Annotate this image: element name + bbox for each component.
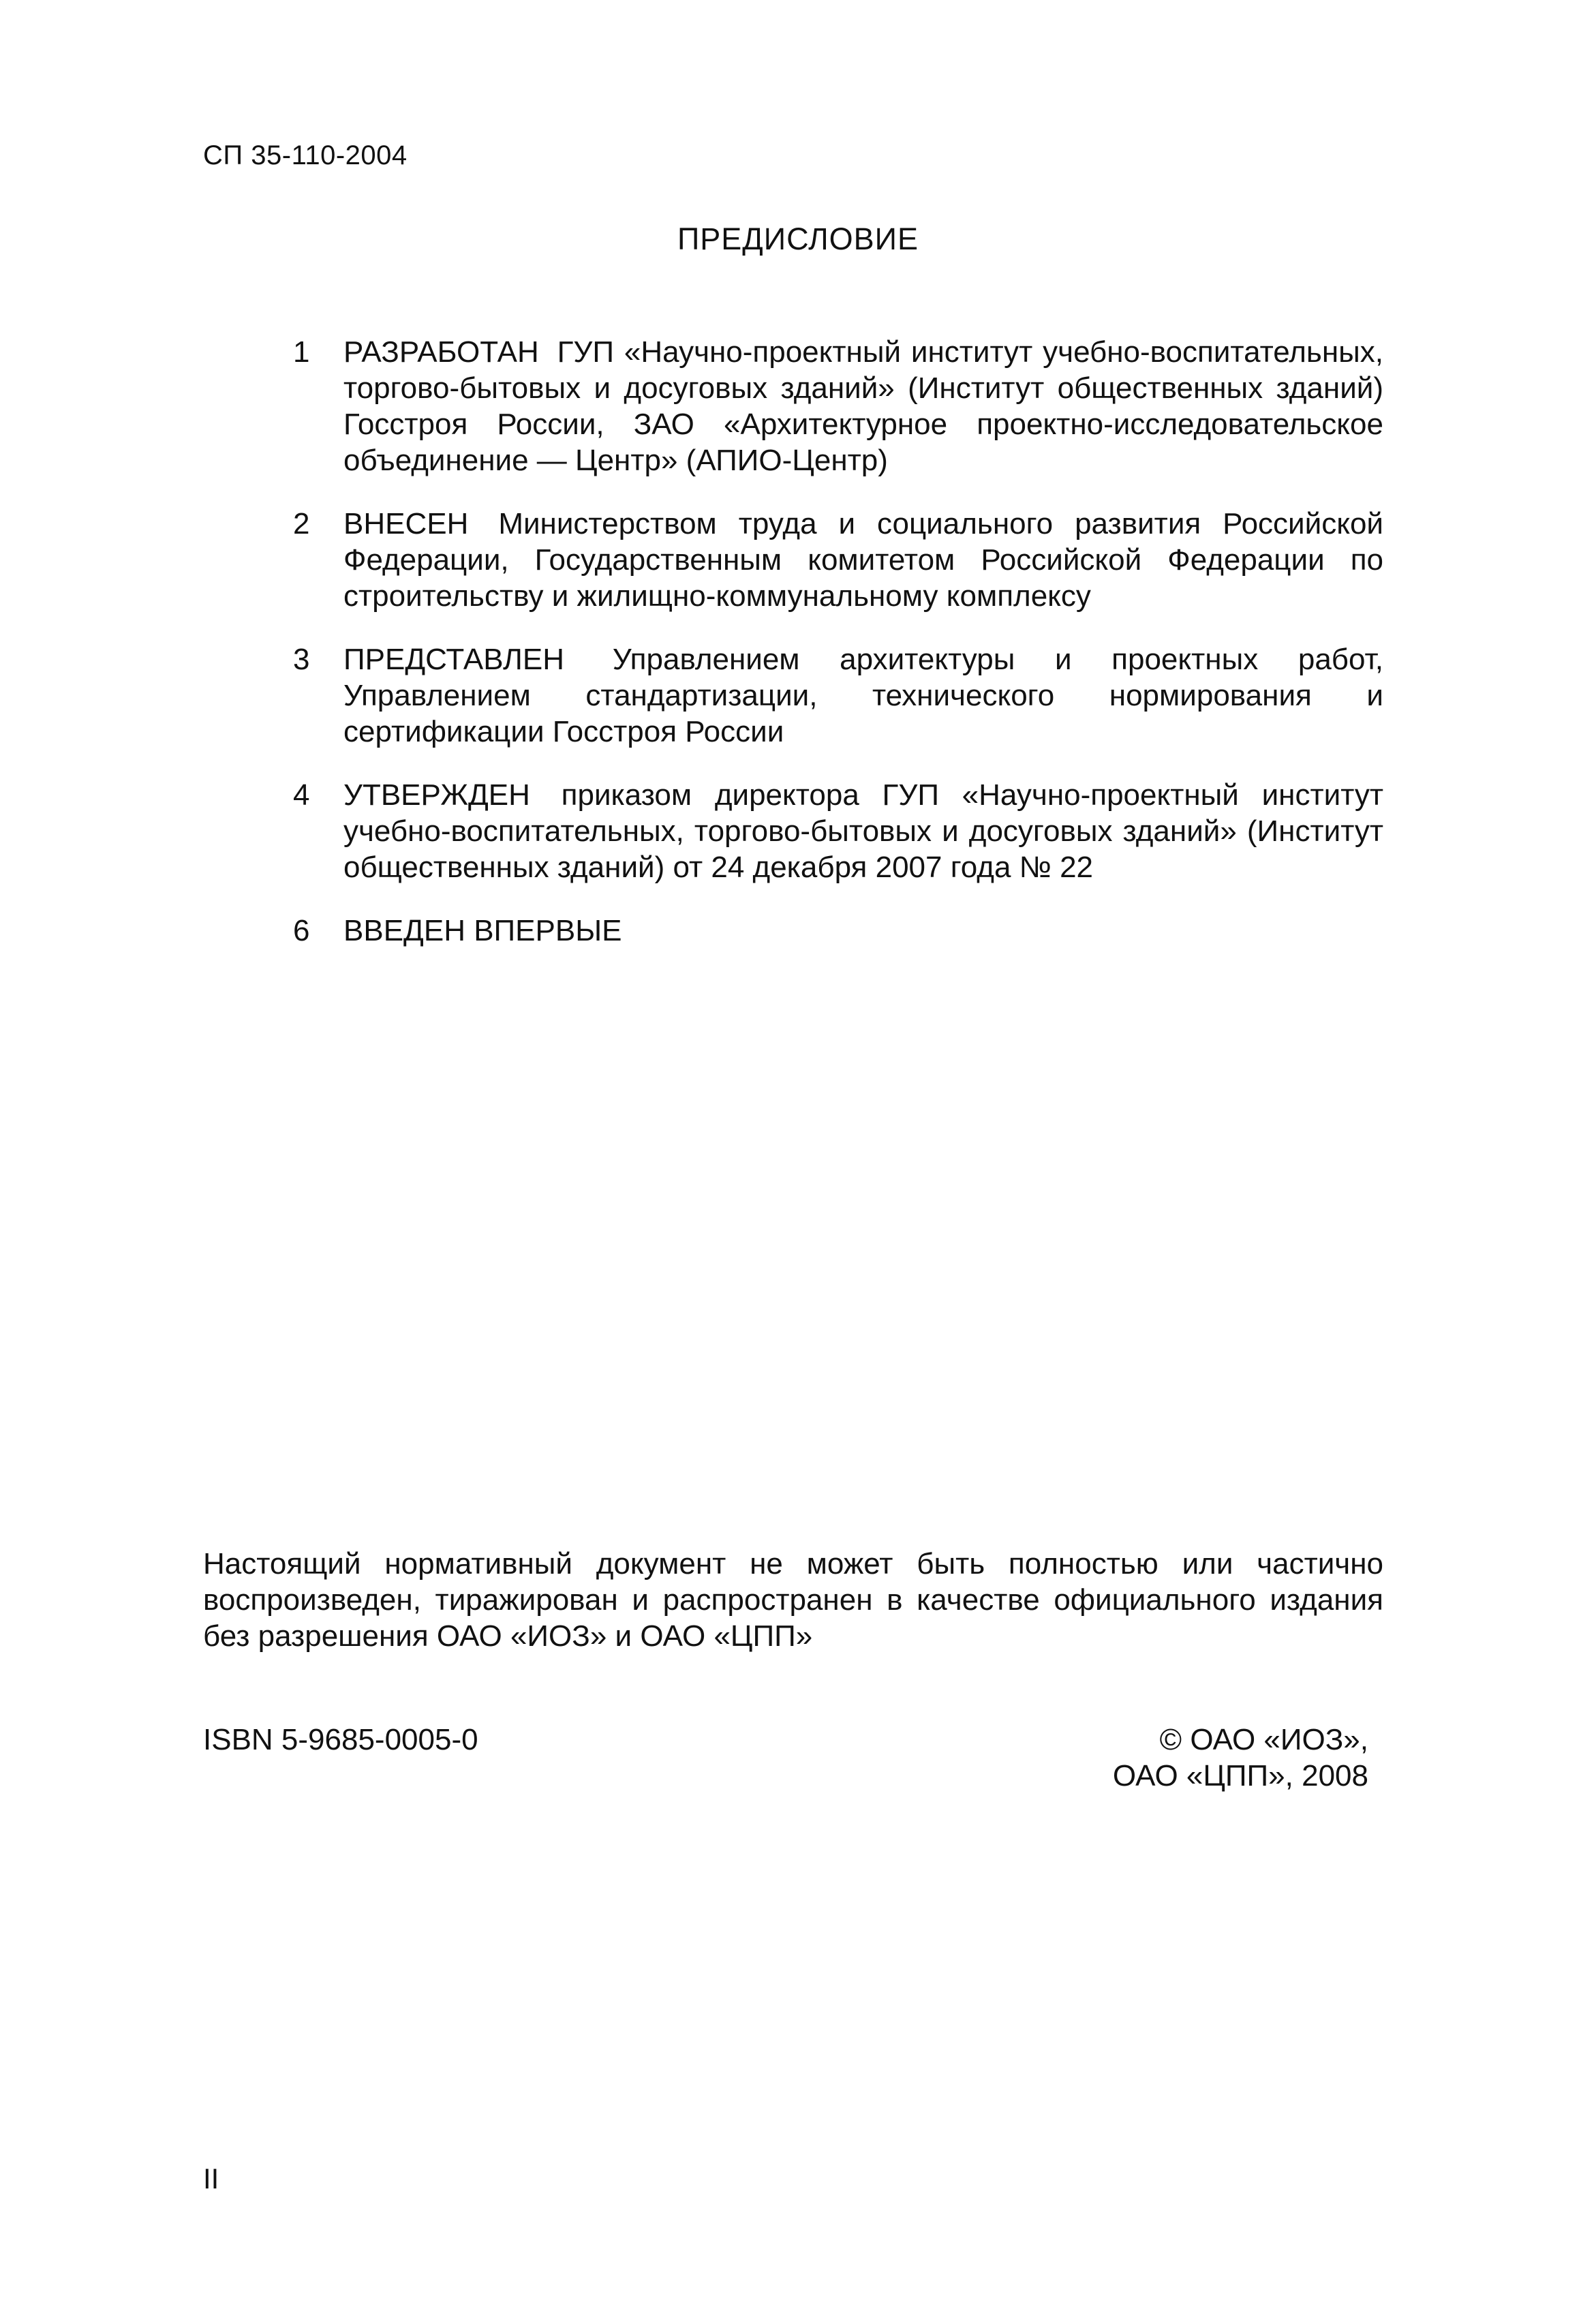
foreword-item-first-introduced — [293, 913, 1383, 949]
item-label: ВНЕСЕН — [343, 507, 469, 540]
item-number: 1 — [293, 335, 310, 369]
item-number: 2 — [293, 507, 310, 540]
item-text: Министерством труда и социального развития Российской Федерации, Государственным комитетом Российской Федерации по строительству и жилищно-коммунальному комплексу — [343, 507, 1383, 613]
foreword-item-approved — [293, 777, 1383, 885]
foreword-item-introduced — [293, 506, 1383, 614]
item-number: 3 — [293, 643, 310, 676]
item-text: приказом директора ГУП «Научно-проектный институт учебно-воспитательных, торгово-бытовых и досуговых зданий» (Институт общественных зданий) от 24 декабря 2007 года № 22 — [343, 778, 1383, 884]
page-number: II — [203, 2163, 219, 2195]
item-label: РАЗРАБОТАН — [343, 335, 539, 369]
foreword-item-presented — [293, 641, 1383, 750]
page-title: ПРЕДИСЛОВИЕ — [677, 222, 919, 256]
foreword-list — [293, 334, 1383, 976]
item-number: 4 — [293, 778, 310, 812]
foreword-item-developed — [293, 334, 1383, 478]
copyright-line-2: ОАО «ЦПП», 2008 — [1112, 1759, 1368, 1792]
copyright — [1113, 1722, 1368, 1794]
item-label: ПРЕДСТАВЛЕН — [343, 643, 565, 676]
copyright-line-1: © ОАО «ИОЗ», — [1159, 1723, 1368, 1756]
isbn: ISBN 5-9685-0005-0 — [203, 1723, 478, 1756]
item-label: ВВЕДЕН ВПЕРВЫЕ — [343, 914, 622, 947]
item-text: ГУП «Научно-проектный институт учебно-воспитательных, торгово-бытовых и досуговых зданий» (Институт общественных зданий) Госстроя России, ЗАО «Архитектурное проектно-исследовательское объединение — Центр» (АПИО-Центр) — [343, 335, 1383, 477]
item-label: УТВЕРЖДЕН — [343, 778, 530, 812]
document-code: СП 35-110-2004 — [203, 140, 408, 170]
reproduction-notice: Настоящий нормативный документ не может быть полностью или частично воспроизведен, тиражирован и распространен в качестве официального издания без разрешения ОАО «ИОЗ» и ОАО «ЦПП» — [203, 1547, 1383, 1653]
item-text: Управлением архитектуры и проектных работ, Управлением стандартизации, технического нормирования и сертификации Госстроя России — [343, 643, 1383, 748]
item-number: 6 — [293, 914, 310, 947]
